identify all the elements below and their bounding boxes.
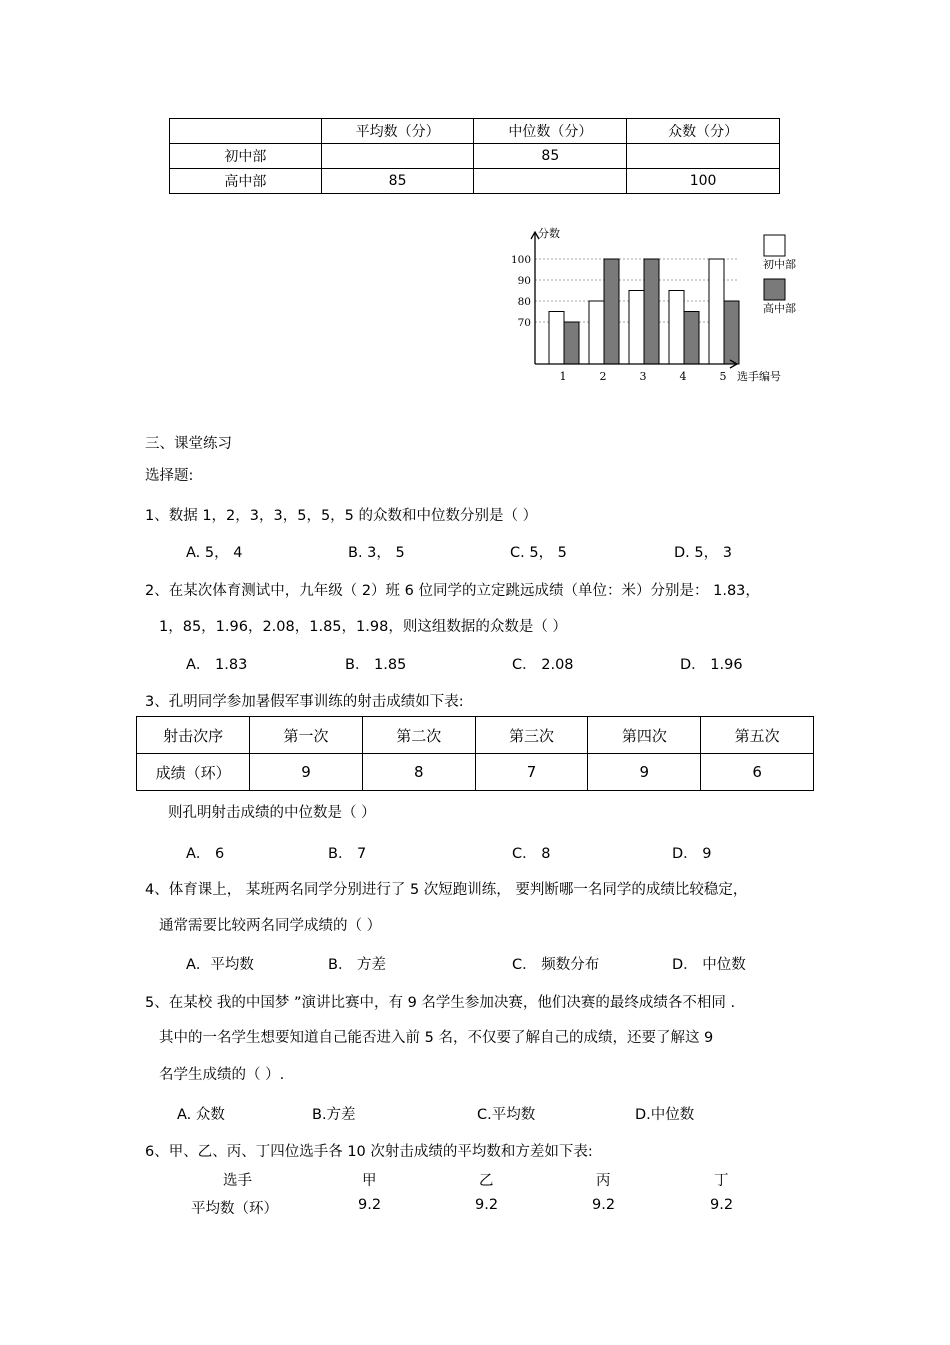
x-axis-label: 选手编号 (737, 370, 781, 383)
q5-option-a: A. 众数 (177, 1107, 225, 1123)
table-cell: 初中部 (170, 144, 322, 169)
legend-swatch (764, 279, 785, 300)
q3-option-a: A． 6 (186, 846, 225, 862)
question-3-prompt: 则孔明射击成绩的中位数是（ ） (168, 805, 376, 821)
table-cell: 85 (321, 169, 474, 194)
question-5-line2: 其中的一名学生想要知道自己能否进入前 5 名，不仅要了解自己的成绩，还要了解这 9 (159, 1030, 714, 1046)
y-tick-label: 70 (517, 317, 531, 329)
table-header-cell: 中位数（分） (474, 119, 627, 144)
table-cell: 100 (627, 169, 780, 194)
q3-option-b: B． 7 (328, 846, 367, 862)
table-header-cell: 众数（分） (627, 119, 780, 144)
q6-header-ding: 丁 (714, 1173, 729, 1189)
table-header-cell: 射击次序 (137, 717, 250, 754)
table-row (170, 144, 780, 169)
question-2-line2: 1，85，1.96，2.08，1.85，1.98，则这组数据的众数是（ ） (159, 619, 567, 635)
x-tick-label: 2 (599, 370, 607, 383)
table-cell: 高中部 (170, 169, 322, 194)
question-5-line1: 5、在某校 我的中国梦 ”演讲比赛中，有 9 名学生参加决赛，他们决赛的最终成绩各不相同 . (145, 995, 736, 1011)
bar-junior (669, 291, 684, 365)
q2-option-d: D． 1.96 (680, 657, 743, 673)
table-row (170, 169, 780, 194)
score-summary-table (169, 118, 780, 194)
question-3: 3、孔明同学参加暑假军事训练的射击成绩如下表: (145, 694, 464, 710)
table-cell: 9 (250, 754, 363, 791)
q3-option-c: C． 8 (512, 846, 551, 862)
q1-option-a: A. 5， 4 (186, 545, 243, 561)
q1-option-b: B. 3， 5 (348, 545, 405, 561)
y-tick-label: 90 (517, 275, 531, 287)
table-cell: 7 (475, 754, 588, 791)
q6-row-label: 平均数（环） (191, 1201, 278, 1217)
table-header-cell: 第五次 (701, 717, 814, 754)
y-tick-label: 80 (517, 296, 531, 308)
q6-value-ding: 9.2 (710, 1197, 734, 1213)
bar-junior (709, 259, 724, 364)
section-subtitle: 选择题: (145, 468, 194, 484)
q5-option-d: D.中位数 (635, 1107, 695, 1123)
table-cell (170, 119, 322, 144)
bar-junior (589, 301, 604, 364)
table-cell (627, 144, 780, 169)
table-header-cell: 平均数（分） (321, 119, 474, 144)
bar-junior (549, 312, 564, 365)
x-tick-label: 4 (679, 370, 687, 383)
q5-option-b: B.方差 (312, 1107, 356, 1123)
q6-header-yi: 乙 (479, 1173, 494, 1189)
table-cell (321, 144, 474, 169)
legend-label: 高中部 (763, 302, 796, 315)
table-cell: 9 (588, 754, 701, 791)
q5-option-c: C.平均数 (477, 1107, 536, 1123)
table-header-row (137, 717, 814, 754)
x-tick-label: 3 (639, 370, 647, 383)
q6-header-player: 选手 (223, 1173, 252, 1189)
question-6: 6、甲、乙、丙、丁四位选手各 10 次射击成绩的平均数和方差如下表: (145, 1144, 593, 1160)
q6-value-bing: 9.2 (592, 1197, 616, 1213)
q6-value-jia: 9.2 (358, 1197, 382, 1213)
table-header-cell: 第四次 (588, 717, 701, 754)
legend-swatch (764, 235, 785, 256)
y-tick-label: 100 (510, 254, 531, 266)
table-header-cell: 第二次 (362, 717, 475, 754)
table-header-cell: 第三次 (475, 717, 588, 754)
q6-header-jia: 甲 (362, 1173, 377, 1189)
x-tick-label: 5 (719, 370, 727, 383)
q4-option-d: D． 中位数 (672, 957, 746, 973)
bar-chart (505, 222, 805, 387)
q4-option-b: B． 方差 (328, 957, 387, 973)
q6-header-bing: 丙 (596, 1173, 611, 1189)
y-axis-label: 分数 (538, 227, 560, 240)
q2-option-b: B． 1.85 (345, 657, 407, 673)
question-1: 1、数据 1，2，3，3，5，5，5 的众数和中位数分别是（ ） (145, 508, 538, 524)
question-2-line1: 2、在某次体育测试中，九年级（ 2）班 6 位同学的立定跳远成绩（单位：米）分别是： 1.83， (145, 583, 760, 599)
table-cell: 8 (362, 754, 475, 791)
q2-option-a: A． 1.83 (186, 657, 248, 673)
q1-option-d: D. 5， 3 (674, 545, 732, 561)
bar-junior (629, 291, 644, 365)
x-tick-label: 1 (559, 370, 567, 383)
bar-senior (684, 312, 699, 365)
q4-option-a: A．平均数 (186, 957, 254, 973)
bar-senior (604, 259, 619, 364)
bar-senior (724, 301, 739, 364)
table-header-cell: 第一次 (250, 717, 363, 754)
shooting-score-table (136, 716, 814, 791)
section-title: 三、课堂练习 (145, 436, 232, 452)
q1-option-c: C. 5， 5 (510, 545, 567, 561)
table-cell (474, 169, 627, 194)
legend-label: 初中部 (763, 258, 796, 271)
q3-option-d: D． 9 (672, 846, 712, 862)
q4-option-c: C． 频数分布 (512, 957, 600, 973)
q6-value-yi: 9.2 (475, 1197, 499, 1213)
table-cell: 成绩（环） (137, 754, 250, 791)
table-row (137, 754, 814, 791)
q2-option-c: C． 2.08 (512, 657, 574, 673)
bar-senior (644, 259, 659, 364)
question-5-line3: 名学生成绩的（ ）. (159, 1067, 285, 1083)
bar-senior (564, 322, 579, 364)
table-cell: 6 (701, 754, 814, 791)
question-4-line1: 4、体育课上， 某班两名同学分别进行了 5 次短跑训练， 要判断哪一名同学的成绩比较稳定， (145, 882, 748, 898)
table-cell: 85 (474, 144, 627, 169)
table-header-row (170, 119, 780, 144)
question-4-line2: 通常需要比较两名同学成绩的（ ） (159, 918, 382, 934)
